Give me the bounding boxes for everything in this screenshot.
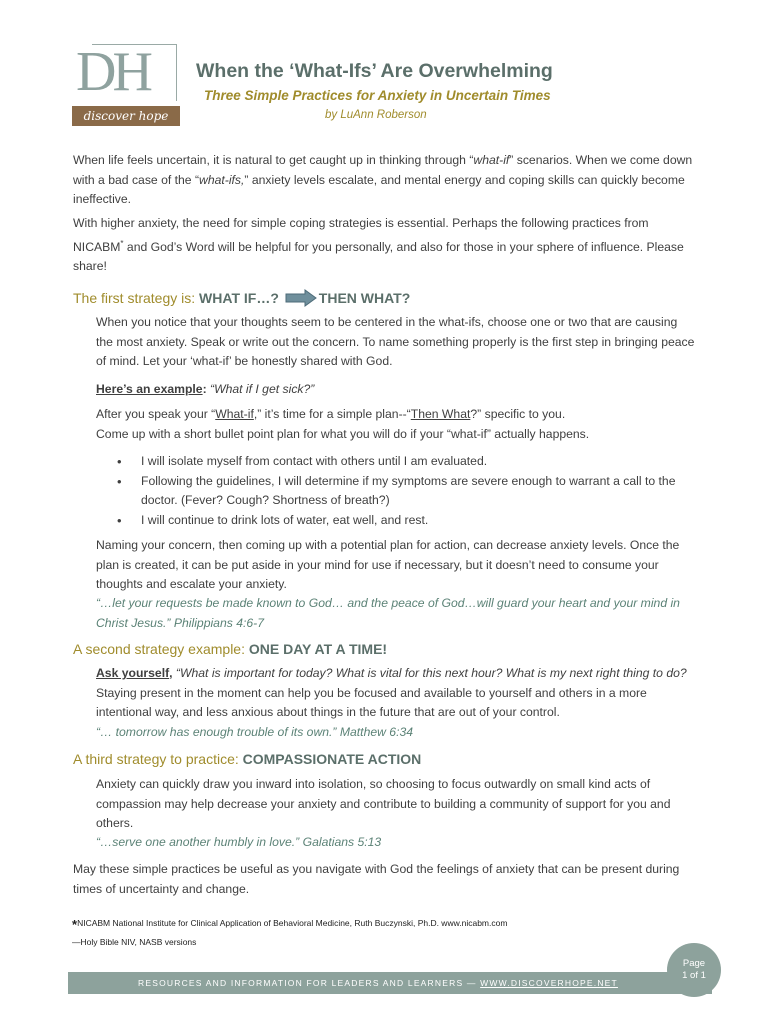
logo-brand: discover hope (83, 109, 169, 123)
strategy-1-heading: The first strategy is: WHAT IF…? THEN WHAT? (73, 289, 410, 310)
intro-paragraph-2: With higher anxiety, the need for simple coping strategies is essential. Perhaps the following practices from NICABM* and God’s Word will be helpful for you personally, and also for those in your sphere of influence. Please share! (73, 216, 684, 274)
footer-link[interactable]: WWW.DISCOVERHOPE.NET (480, 978, 618, 988)
strategy-2-heading: A second strategy example: ONE DAY AT A TIME! (73, 641, 388, 657)
list-item: • Following the guidelines, I will determine if my symptoms are severe enough to warrant a call to the doctor. (Fever? Cough? Shortness of breath?) (117, 472, 697, 511)
strategy-1-summary: Naming your concern, then coming up with a potential plan for action, can decrease anxiety levels. Once the plan is created, it can be put aside in your mind for use if necessary, but it doesn’t need to consume your thoughts and escalate your anxiety. (96, 538, 680, 591)
plan-bullet-list (117, 452, 697, 530)
verse-matthew: “… tomorrow has enough trouble of its own.” Matthew 6:34 (96, 725, 414, 739)
right-arrow-icon (285, 289, 317, 310)
page-title: When the ‘What-Ifs’ Are Overwhelming (196, 60, 553, 82)
logo-monogram: DH (76, 41, 149, 103)
list-item: • I will isolate myself from contact with others until I am evaluated. (117, 452, 697, 472)
page-subtitle: Three Simple Practices for Anxiety in Uncertain Times (204, 88, 551, 103)
list-item: • I will continue to drink lots of water, eat well, and rest. (117, 511, 697, 531)
byline: by LuAnn Roberson (325, 109, 427, 121)
page-badge: Page 1 of 1 (667, 943, 721, 997)
logo (72, 40, 180, 128)
strategy-3-heading: A third strategy to practice: COMPASSIONATE ACTION (73, 751, 422, 767)
strategy-3-paragraph: Anxiety can quickly draw you inward into isolation, so choosing to focus outwardly on small kind acts of compassion may help decrease your anxiety and contribute to building a community of support for you and others. (96, 777, 671, 830)
plan-paragraph: After you speak your “What-if,” it’s time for a simple plan--“Then What?” specific to you. Come up with a short bullet point plan for what you will do if your “what-if” actually happens. (96, 407, 590, 441)
closing-paragraph: May these simple practices be useful as you navigate with God the feelings of anxiety that can be present during times of uncertainty and change. (73, 862, 680, 896)
example-line: Here’s an example: “What if I get sick?” (96, 382, 315, 396)
footnote-nicabm: *NICABM National Institute for Clinical Application of Behavioral Medicine, Ruth Buczynski, Ph.D. www.nicabm.com (72, 917, 508, 932)
strategy-1-paragraph: When you notice that your thoughts seem to be centered in the what-ifs, choose one or two that are causing the most anxiety. Speak or write out the concern. To name something properly is the first step in bringing peace of mind. Let your ‘what-if’ be honestly shared with God. (96, 315, 695, 368)
footer-text: RESOURCES AND INFORMATION FOR LEADERS AND LEARNERS — WWW.DISCOVERHOPE.NET (138, 978, 618, 988)
verse-philippians: “…let your requests be made known to God… and the peace of God…will guard your heart and your mind in Christ Jesus.” Philippians 4:6-7 (96, 596, 680, 630)
footnote-bible: —Holy Bible NIV, NASB versions (72, 937, 197, 947)
strategy-2-paragraph: Ask yourself, “What is important for today? What is vital for this next hour? What is my next right thing to do? Staying present in the moment can help you be focused and available to yourself and others in a more intentional way, and less anxious about things in the future that are out of your control. (96, 666, 687, 719)
verse-galatians: “…serve one another humbly in love.” Galatians 5:13 (96, 835, 382, 849)
intro-paragraph-1: When life feels uncertain, it is natural to get caught up in thinking through “what-if” scenarios. When we come down with a bad case of the “what-ifs,” anxiety levels escalate, and mental energy and coping skills can quickly become ineffective. (73, 153, 693, 206)
